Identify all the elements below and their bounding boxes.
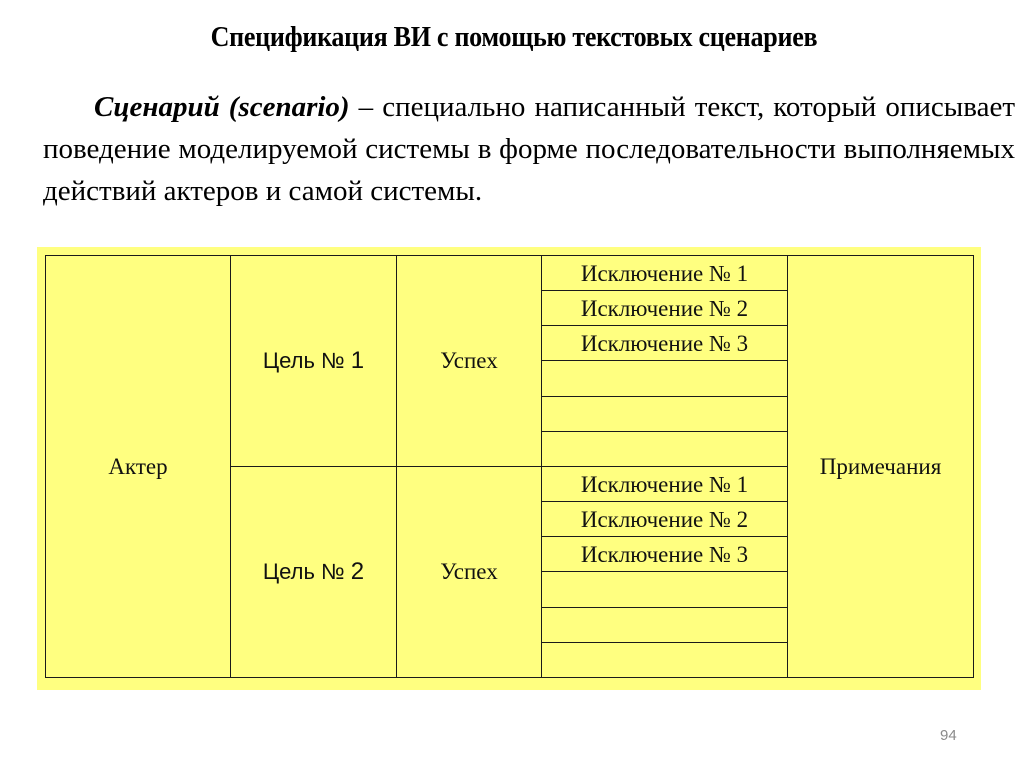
goal-number: 2 bbox=[350, 557, 365, 585]
success-label: Успех bbox=[440, 558, 498, 584]
exception-cell: Исключение № 2 bbox=[542, 502, 788, 537]
exception-cell-empty bbox=[542, 396, 788, 431]
actor-label: Актер bbox=[108, 453, 168, 479]
goal-number: 1 bbox=[350, 346, 365, 374]
table-row bbox=[46, 256, 974, 291]
notes-cell bbox=[788, 256, 974, 678]
success-label: Успех bbox=[440, 347, 498, 373]
definition-paragraph bbox=[43, 86, 1015, 212]
page-number: 94 bbox=[940, 727, 957, 744]
exception-cell: Исключение № 1 bbox=[542, 466, 788, 501]
exception-cell-empty bbox=[542, 642, 788, 677]
goal-label: Цель № bbox=[262, 558, 345, 584]
exception-cell-empty bbox=[542, 361, 788, 396]
notes-label: Примечания bbox=[819, 453, 942, 479]
exception-cell: Исключение № 1 bbox=[542, 256, 788, 291]
exception-cell-empty bbox=[542, 572, 788, 607]
goal-label: Цель № bbox=[262, 347, 345, 373]
goal-cell bbox=[231, 256, 397, 467]
definition-term: Сценарий (scenario) bbox=[94, 91, 350, 123]
definition-text: – специально написанный текст, который описывает поведение моделируемой системы в форме последовательности выполняемых действий актеров и самой системы. bbox=[43, 91, 1016, 207]
exception-cell: Исключение № 3 bbox=[542, 326, 788, 361]
actor-cell bbox=[46, 256, 231, 678]
success-cell bbox=[397, 256, 542, 467]
exception-cell-empty bbox=[542, 431, 788, 466]
goal-cell bbox=[231, 466, 397, 677]
exception-cell: Исключение № 3 bbox=[542, 537, 788, 572]
scenario-table bbox=[45, 255, 974, 678]
exception-cell: Исключение № 2 bbox=[542, 291, 788, 326]
success-cell bbox=[397, 466, 542, 677]
exception-cell-empty bbox=[542, 607, 788, 642]
slide-title: Спецификация ВИ с помощью текстовых сценариев bbox=[210, 22, 818, 53]
